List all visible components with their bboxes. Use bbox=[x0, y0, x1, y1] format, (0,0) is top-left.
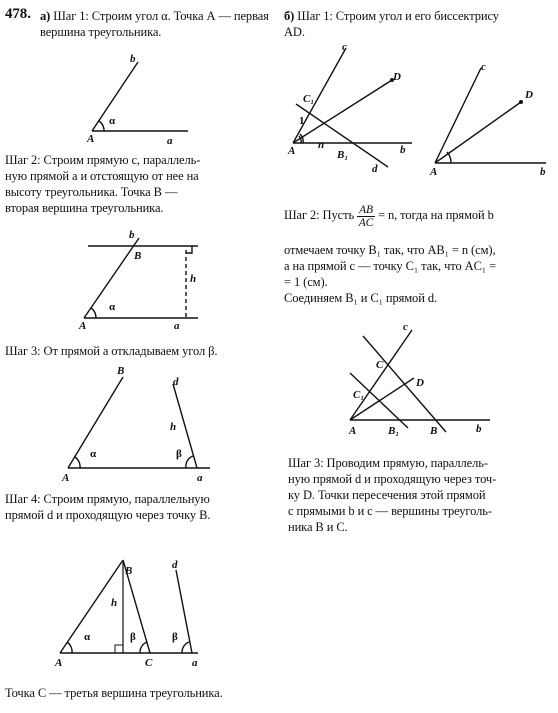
label-b: b bbox=[400, 144, 406, 156]
label-B1: B₁ bbox=[337, 149, 349, 161]
label-c: c bbox=[481, 61, 486, 73]
left-step3: Шаг 3: От прямой a откладываем угол β. bbox=[5, 344, 218, 358]
right-step1-line: AD. bbox=[284, 25, 305, 39]
label-d: d bbox=[173, 376, 179, 388]
label-a: a bbox=[192, 657, 198, 669]
left-final: Точка C — третья вершина треугольника. bbox=[5, 686, 223, 700]
left-step1-text: Шаг 1: Строим угол α. Точка А — первая вершина треугольника. bbox=[40, 9, 269, 39]
label-h: h bbox=[170, 421, 177, 433]
label-b: b bbox=[540, 166, 546, 178]
line-c bbox=[293, 48, 346, 143]
right-step3-line: ную прямой d и проходящую через точ- bbox=[288, 472, 497, 486]
label-A: A bbox=[288, 145, 296, 157]
angle-arc-alpha bbox=[67, 642, 72, 653]
label-A: A bbox=[430, 166, 438, 178]
label-D: D bbox=[393, 71, 401, 83]
label-C1: C₁ bbox=[353, 389, 365, 401]
angle-arc-beta bbox=[182, 642, 189, 653]
label-alpha: α bbox=[109, 301, 116, 313]
left-step2-line: высоту треугольника. Точка B — bbox=[5, 185, 178, 199]
label-b: b bbox=[129, 229, 135, 241]
label-B: B bbox=[117, 365, 125, 377]
fraction-numerator: AB bbox=[359, 203, 373, 216]
label-d: d bbox=[172, 559, 178, 571]
fig-bisector-construction bbox=[293, 48, 412, 167]
label-b: b bbox=[476, 423, 482, 435]
label-C: C bbox=[145, 657, 153, 669]
label-B1: B₁ bbox=[388, 425, 400, 437]
label-C1: C₁ bbox=[303, 93, 315, 105]
line-c bbox=[435, 68, 481, 163]
label-beta: β bbox=[130, 631, 136, 643]
label-b: b bbox=[130, 53, 136, 65]
angle-arc-alpha bbox=[75, 457, 80, 468]
label-alpha: α bbox=[109, 115, 116, 127]
label-D: D bbox=[525, 89, 533, 101]
label-n: n bbox=[318, 139, 325, 151]
label-a: a bbox=[174, 320, 180, 332]
left-step2-line: Шаг 2: Строим прямую c, параллель- bbox=[5, 153, 201, 167]
part-a-label: а) bbox=[40, 9, 51, 23]
angle-arc-beta bbox=[186, 456, 193, 468]
label-a: a bbox=[197, 472, 203, 484]
label-A: A bbox=[349, 425, 357, 437]
right-step3-line: с прямыми b и c — вершины треуголь- bbox=[288, 504, 492, 518]
label-B: B bbox=[134, 250, 142, 262]
label-beta: β bbox=[176, 448, 182, 460]
line-c bbox=[350, 330, 412, 420]
right-step2-line: отмечаем точку B₁ так, что AB₁ = n (см), bbox=[284, 243, 496, 257]
angle-arc bbox=[447, 152, 451, 163]
right-step2-line: а на прямой c — точку C₁ так, что AC₁ = bbox=[284, 259, 497, 273]
label-A: A bbox=[55, 657, 63, 669]
right-step2-suffix: = n, тогда на прямой b bbox=[377, 208, 494, 222]
label-A: A bbox=[62, 472, 70, 484]
label-A: A bbox=[87, 133, 95, 145]
unused bbox=[60, 653, 120, 713]
right-step1-line: Шаг 1: Строим угол и его биссектрису bbox=[297, 9, 499, 23]
left-step4-line: Шаг 4: Строим прямую, параллельную bbox=[5, 492, 210, 506]
right-step3-line: ку D. Точки пересечения этой прямой bbox=[288, 488, 486, 502]
left-step2-line: вторая вершина треугольника. bbox=[5, 201, 164, 215]
angle-arc-alpha bbox=[91, 308, 96, 318]
label-d: d bbox=[372, 163, 378, 175]
angle-arc-alpha bbox=[99, 121, 104, 131]
label-beta: β bbox=[172, 631, 178, 643]
label-A: A bbox=[79, 320, 87, 332]
point-d bbox=[519, 100, 523, 104]
right-step3-line: ника B и C. bbox=[288, 520, 348, 534]
part-b-label: б) bbox=[284, 9, 295, 23]
line-d bbox=[176, 570, 192, 653]
label-D: D bbox=[416, 377, 424, 389]
label-c: c bbox=[403, 321, 408, 333]
right-step2-line: = 1 (см). bbox=[284, 275, 328, 289]
left-step2-line: ную прямой a и отстоящую от нее на bbox=[5, 169, 199, 183]
label-C: C bbox=[376, 359, 384, 371]
right-step3-line: Шаг 3: Проводим прямую, параллель- bbox=[288, 456, 488, 470]
problem-number: 478. bbox=[5, 6, 31, 22]
fig-angle-bisector bbox=[435, 68, 546, 163]
fraction-denominator: AC bbox=[358, 216, 374, 229]
label-B: B bbox=[430, 425, 438, 437]
label-h: h bbox=[190, 273, 197, 285]
right-step2-prefix: Шаг 2: Пусть bbox=[284, 208, 355, 222]
label-alpha: α bbox=[84, 631, 91, 643]
right-angle-mark bbox=[186, 246, 192, 253]
right-step2-line: Соединяем B₁ и C₁ прямой d. bbox=[284, 291, 437, 305]
left-step4-line: прямой d и проходящую через точку B. bbox=[5, 508, 211, 522]
label-h: h bbox=[111, 597, 118, 609]
right-angle-mark bbox=[115, 645, 123, 653]
angle-arc-beta bbox=[140, 642, 147, 653]
fig-angle-alpha bbox=[92, 62, 188, 131]
label-alpha: α bbox=[90, 448, 97, 460]
label-a: a bbox=[167, 135, 173, 147]
label-B: B bbox=[125, 565, 133, 577]
label-c: c bbox=[342, 41, 347, 53]
label-one: 1 bbox=[299, 115, 305, 127]
